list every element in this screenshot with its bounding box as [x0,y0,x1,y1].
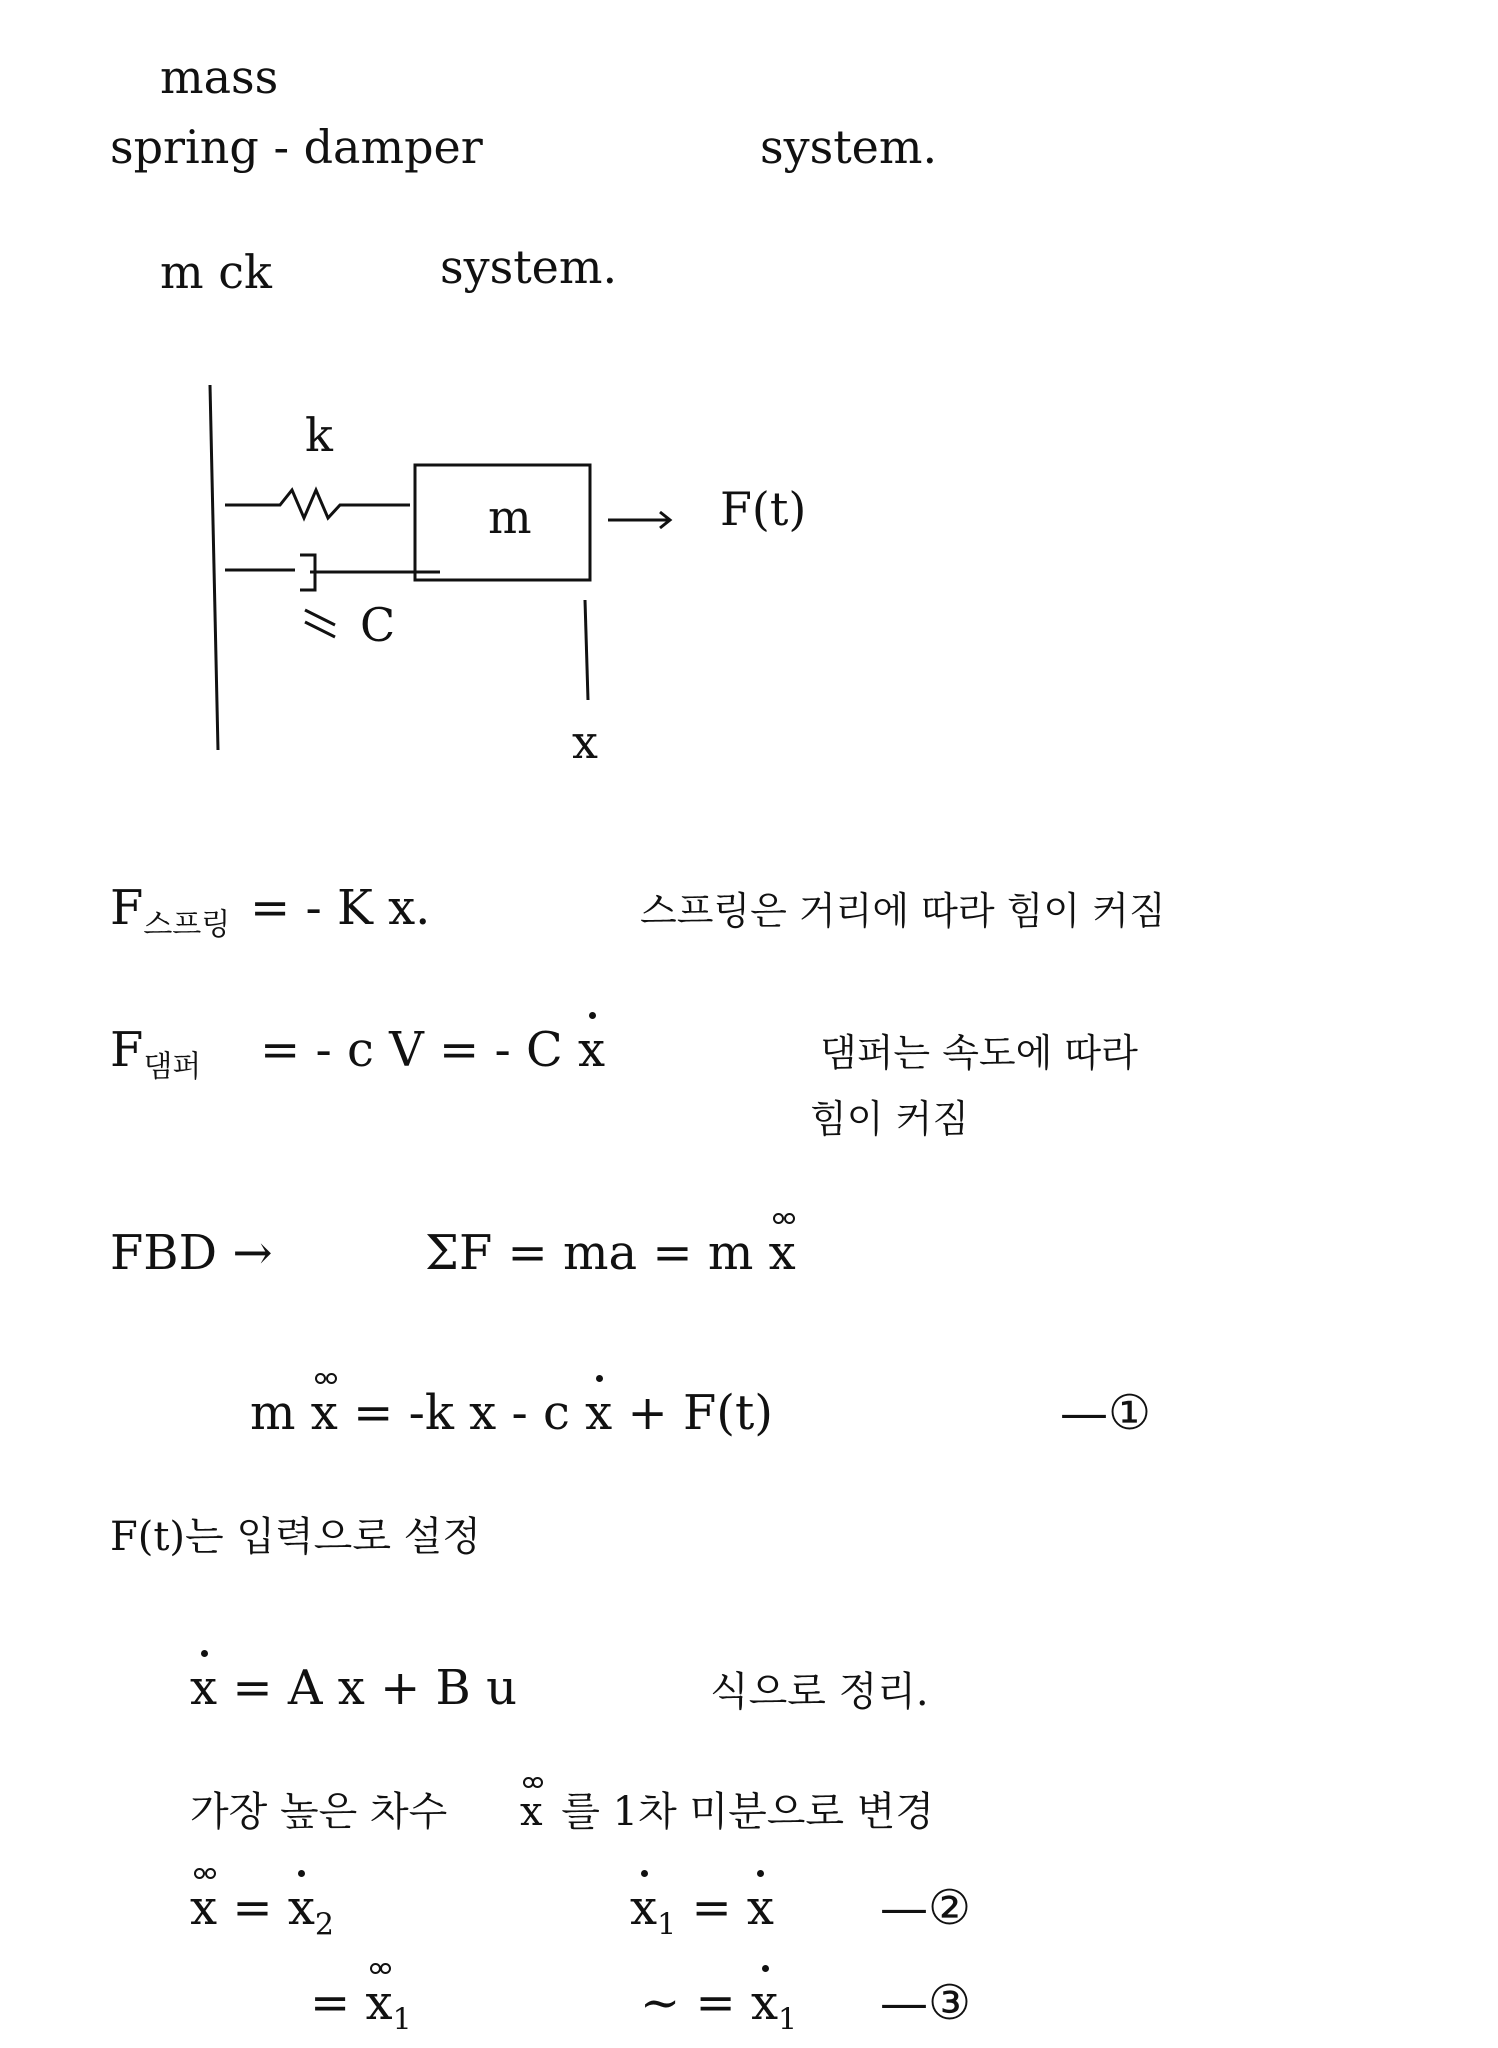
subtitle-system: system. [440,240,618,294]
damper-force-symbol: F [110,1022,144,1078]
eq2-x2-sub: 2 [314,1907,334,1943]
eq2-x2-dot: x [287,1880,315,1936]
spring-force-note: 스프링은 거리에 따라 힘이 커짐 [640,889,1166,933]
state-x-dot: x [190,1660,218,1716]
damper-force-eq-text: = - c V = - C [260,1022,563,1078]
spring-force-lhs [110,880,230,944]
equation-3-tag: —③ [880,1975,972,2031]
spring-force-subscript: 스프링 [143,907,231,943]
eq1-x-ddot: x [310,1385,338,1441]
eq3-r-eq: = [695,1975,736,2031]
damper-force-subscript: 댐퍼 [143,1049,202,1085]
eq3-eq: = [310,1975,351,2031]
eq2-r-eq: = [691,1880,732,1936]
damper-force-note-1: 댐퍼는 속도에 따라 [820,1031,1138,1075]
displacement-label: x [572,715,598,769]
damper-force-note-2: 힘이 커짐 [810,1097,969,1141]
spring-constant-label: k [305,408,333,462]
eq2-x1-sub: 1 [657,1907,677,1943]
input-note: F(t)는 입력으로 설정 [110,1514,481,1560]
state-space-equation [190,1660,517,1716]
acceleration-x-ddot: x [768,1225,796,1281]
highest-order-x-ddot: x [520,1789,543,1835]
eq3-rhs-x1-sub: 1 [778,2002,798,2038]
fbd-equation [425,1225,796,1281]
eq2-x-ddot: x [190,1880,218,1936]
title-spring-damper: spring - damper [110,120,483,174]
force-label: F(t) [720,482,807,536]
eq2-eq: = [232,1880,273,1936]
highest-order-text-b: 를 1차 미분으로 변경 [561,1789,934,1835]
damper-force-lhs [110,1022,201,1086]
state-space-rhs: = A x + B u [232,1660,517,1716]
title-mass: mass [160,50,279,104]
spring-force-symbol: F [110,880,144,936]
equation-2-right [630,1880,774,1943]
highest-order-note [190,1780,934,1837]
equation-1-tag: —① [1060,1385,1152,1441]
equation-3-right [640,1975,797,2038]
title-system: system. [760,120,938,174]
eq3-x1-ddot: x [365,1975,393,2031]
state-space-note: 식으로 정리. [710,1669,929,1715]
equation-2-left [190,1880,334,1943]
subtitle-mck: m ck [160,245,272,299]
mass-label: m [488,490,532,544]
equation-2-tag: —② [880,1880,972,1936]
eq1-x-dot: x [585,1385,613,1441]
eq3-rhs-x1-dot: x [750,1975,779,2031]
eq2-rhs-x-dot: x [746,1880,774,1936]
eq2-x1-dot: x [630,1880,658,1936]
eq1-rhs-a: = -k x - c [353,1385,570,1441]
fbd-eq-text: ΣF = ma = m [425,1225,754,1281]
highest-order-text-a: 가장 높은 차수 [190,1789,448,1835]
eq1-rhs-b: + F(t) [627,1385,773,1441]
spring-force-equation: = - K x. [250,880,431,936]
fbd-label: FBD → [110,1225,273,1281]
damper-force-equation [260,1022,605,1078]
eq1-m: m [250,1385,296,1441]
equation-3-left [310,1975,412,2038]
equation-1 [250,1385,773,1441]
damper-velocity-x-dot: x [577,1022,606,1078]
eq3-x1-sub: 1 [392,2002,412,2038]
damping-constant-label: C [360,598,396,652]
eq3-tilde: ~ [640,1975,681,2031]
